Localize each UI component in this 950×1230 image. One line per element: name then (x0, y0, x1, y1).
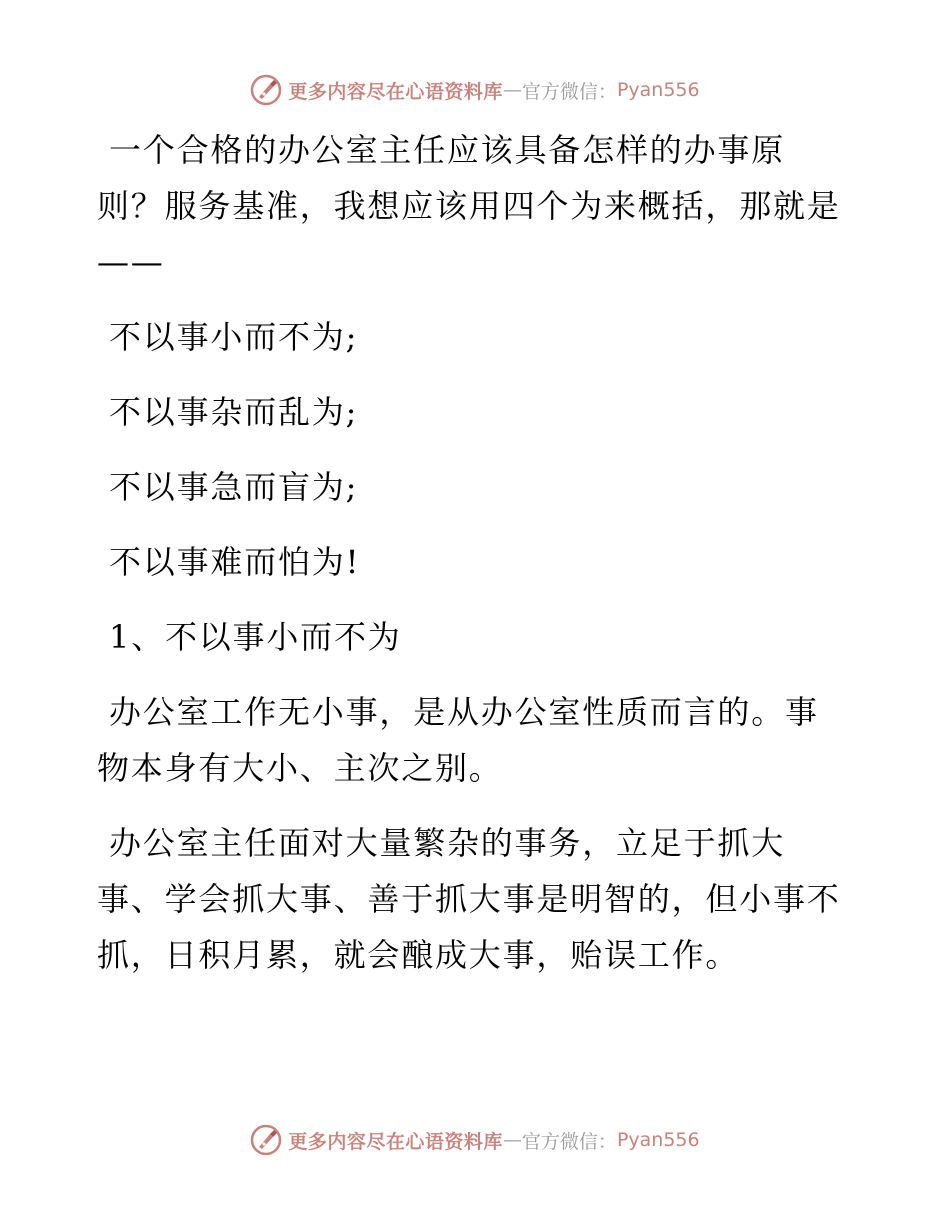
paragraph-line: 事、学会抓大事、善于抓大事是明智的，但小事不 (97, 880, 841, 918)
watermark-wechat-id: Pyan556 (616, 79, 700, 101)
intro-line: 一个合格的办公室主任应该具备怎样的办事原 (109, 131, 786, 169)
paragraph-line: 物本身有大小、主次之别。 (97, 749, 503, 787)
principle-line: 不以事难而怕为! (109, 543, 361, 581)
footer-watermark (0, 1120, 950, 1160)
watermark-text: 更多内容尽在心语资料库 (288, 80, 503, 103)
watermark-wechat-label: 官方微信： (521, 80, 617, 103)
watermark-text: 更多内容尽在心语资料库 (288, 1130, 503, 1153)
pen-nib-logo-icon (250, 1124, 282, 1156)
paragraph-line: 办公室工作无小事，是从办公室性质而言的。事 (109, 693, 819, 731)
paragraph-line: 办公室主任面对大量繁杂的事务，立足于抓大 (109, 824, 786, 862)
watermark-wechat-id: Pyan556 (616, 1129, 700, 1151)
principle-line: 不以事杂而乱为; (109, 393, 359, 431)
principle-line: 不以事小而不为; (109, 318, 359, 356)
intro-line: —— (97, 243, 165, 281)
document-body (97, 122, 857, 983)
principle-line: 不以事急而盲为; (109, 468, 359, 506)
section-heading: 1、不以事小而不为 (109, 618, 402, 656)
header-watermark (0, 70, 950, 110)
paragraph-line: 抓，日积月累，就会酿成大事，贻误工作。 (97, 936, 740, 974)
pen-nib-logo-icon (250, 74, 282, 106)
watermark-separator: — (502, 1129, 522, 1151)
watermark-wechat-label: 官方微信： (521, 1130, 617, 1153)
watermark-separator: — (502, 79, 522, 101)
intro-line: 则？服务基准，我想应该用四个为来概括，那就是 (97, 187, 841, 225)
